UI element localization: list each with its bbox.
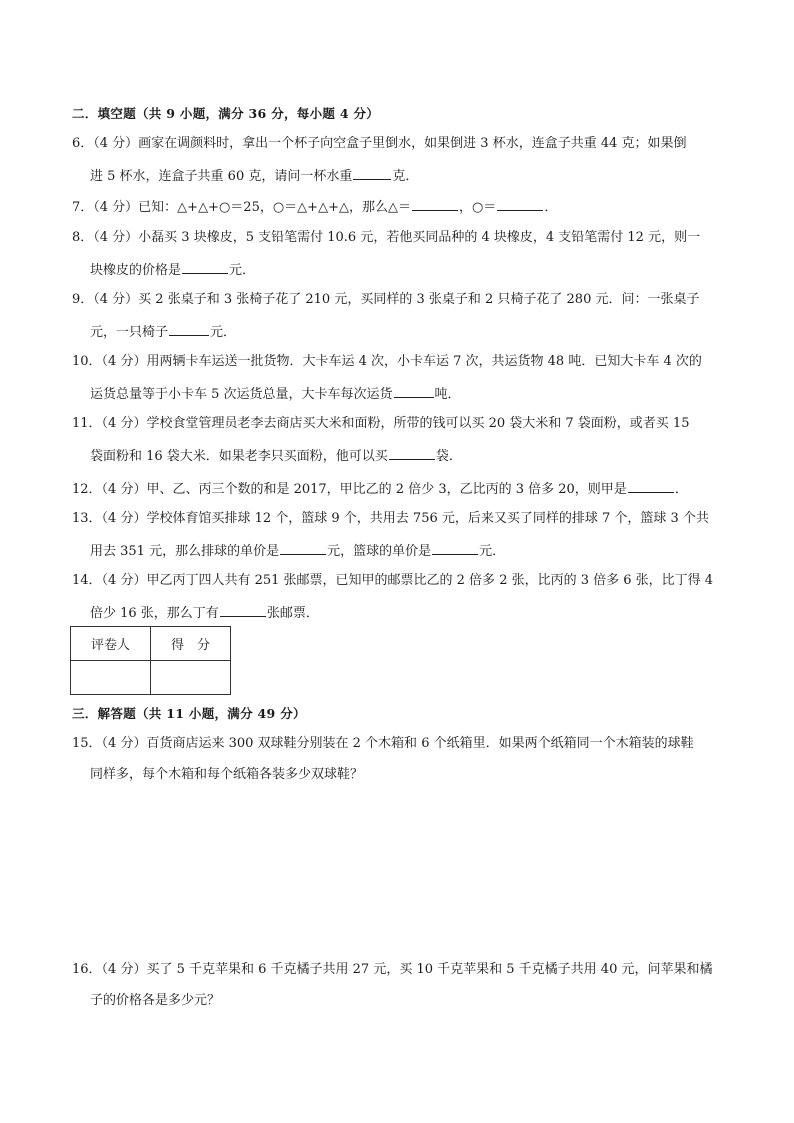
answer-blank[interactable] xyxy=(432,540,478,555)
q15-text: 15．（4 分）百货商店运来 300 双球鞋分别装在 2 个木箱和 6 个纸箱里．如果两个纸箱同一个木箱装的球鞋 xyxy=(72,736,694,751)
q14-text: 张邮票． xyxy=(266,606,319,621)
answer-blank[interactable] xyxy=(280,540,326,555)
answer-blank[interactable] xyxy=(182,259,228,274)
q7-text: 7．（4 分）已知：△+△+○＝25，○＝△+△+△，那么△＝ xyxy=(72,200,411,215)
reviewer-label: 评卷人 xyxy=(71,627,151,661)
answer-blank[interactable] xyxy=(389,445,435,460)
q6-text: 克． xyxy=(392,169,419,184)
q13-text: 13．（4 分）学校体育馆买排球 12 个，篮球 9 个，共用去 756 元，后来又买了同样的排球 7 个，篮球 3 个共 xyxy=(72,511,709,526)
q11-text: 袋面粉和 16 袋大米．如果老李只买面粉，他可以买 xyxy=(90,449,388,464)
answer-blank[interactable] xyxy=(220,602,266,617)
q11-text: 袋． xyxy=(435,449,462,464)
q16-text: 子的价格各是多少元？ xyxy=(90,993,221,1008)
q10-text: 10．（4 分）用两辆卡车运送一批货物．大卡车运 4 次，小卡车运 7 次，共运货物 48 吨．已知大卡车 4 次的 xyxy=(72,354,702,369)
q10-text: 吨． xyxy=(434,387,461,402)
q15-text: 同样多，每个木箱和每个纸箱各装多少双球鞋？ xyxy=(90,767,364,782)
q8-text: 8．（4 分）小磊买 3 块橡皮，5 支铅笔需付 10.6 元，若他买同品种的 4 块橡皮，4 支铅笔需付 12 元，则一 xyxy=(72,230,701,245)
score-table xyxy=(70,626,231,695)
q9-text: 9．（4 分）买 2 张桌子和 3 张椅子花了 210 元，买同样的 3 张桌子和 2 只椅子花了 280 元．问：一张桌子 xyxy=(72,292,700,307)
q14-text: 倍少 16 张，那么丁有 xyxy=(90,606,219,621)
q16-text: 16．（4 分）买了 5 千克苹果和 6 千克橘子共用 27 元，买 10 千克苹果和 5 千克橘子共用 40 元，问苹果和橘 xyxy=(72,962,713,977)
answer-blank[interactable] xyxy=(412,196,458,211)
q6-text: 6．（4 分）画家在调颜料时，拿出一个杯子向空盒子里倒水，如果倒进 3 杯水，连盒子共重 44 克；如果倒 xyxy=(72,136,687,151)
answer-blank[interactable] xyxy=(497,196,543,211)
q13-text: 元，篮球的单价是 xyxy=(327,544,432,559)
q9-text: 元，一只椅子 xyxy=(90,325,169,340)
score-cell[interactable] xyxy=(151,661,231,695)
section-2-title: 二．填空题（共 9 小题，满分 36 分，每小题 4 分） xyxy=(72,106,380,121)
q6-text: 进 5 杯水，连盒子共重 60 克，请问一杯水重 xyxy=(90,169,353,184)
score-label: 得 分 xyxy=(151,627,231,661)
q12-text: 12．（4 分）甲、乙、丙三个数的和是 2017，甲比乙的 2 倍少 3，乙比丙的 3 倍多 20，则甲是 xyxy=(72,482,627,497)
q12-text: ． xyxy=(674,482,688,497)
q7-text: ，○＝ xyxy=(458,200,497,215)
reviewer-cell[interactable] xyxy=(71,661,151,695)
q8-text: 块橡皮的价格是 xyxy=(90,263,182,278)
q11-text: 11．（4 分）学校食堂管理员老李去商店买大米和面粉，所带的钱可以买 20 袋大米和 7 袋面粉，或者买 15 xyxy=(72,416,690,431)
answer-blank[interactable] xyxy=(628,478,674,493)
q7-text: ． xyxy=(544,200,558,215)
answer-blank[interactable] xyxy=(353,165,391,180)
q8-text: 元． xyxy=(229,263,256,278)
q10-text: 运货总量等于小卡车 5 次运货总量，大卡车每次运货 xyxy=(90,387,393,402)
section-3-title: 三．解答题（共 11 小题，满分 49 分） xyxy=(72,706,306,721)
answer-blank[interactable] xyxy=(169,321,209,336)
q13-text: 用去 351 元，那么排球的单价是 xyxy=(90,544,280,559)
answer-blank[interactable] xyxy=(394,383,434,398)
q13-text: 元． xyxy=(479,544,506,559)
q9-text: 元． xyxy=(210,325,237,340)
q14-text: 14．（4 分）甲乙丙丁四人共有 251 张邮票，已知甲的邮票比乙的 2 倍多 2 张，比丙的 3 倍多 6 张，比丁得 4 xyxy=(72,573,714,588)
